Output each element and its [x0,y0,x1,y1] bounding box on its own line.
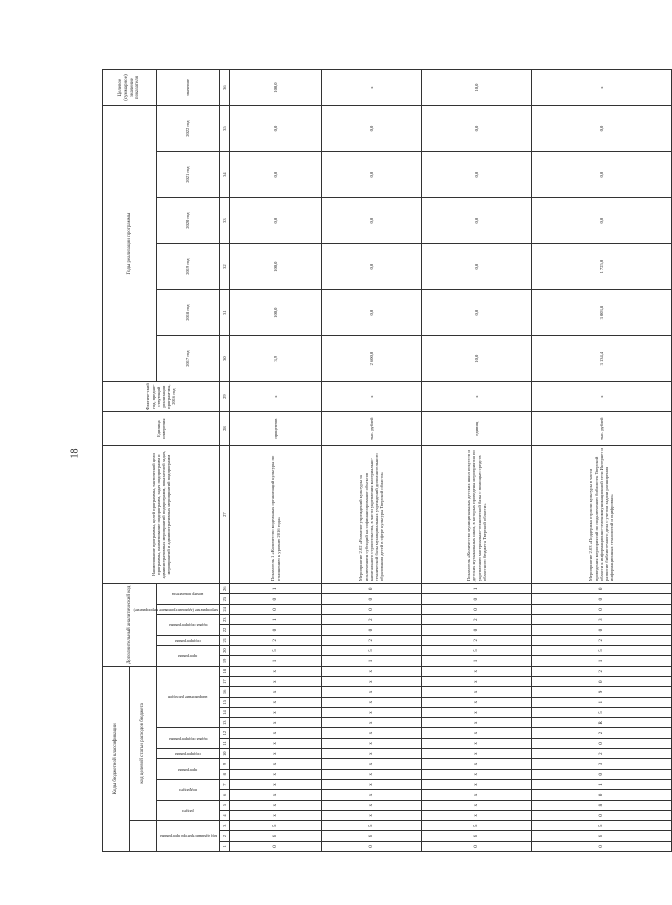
code-digit: x [230,738,322,748]
code-digit: x [422,749,532,759]
code-digit: 3 [532,615,672,625]
row-year-value: 0,0 [322,290,422,336]
code-digit: x [422,779,532,789]
row-year-value: 3 134,4 [532,336,672,382]
row-year-value: 0,0 [322,152,422,198]
year-2022-header: 2022 год [157,106,220,152]
code-digit: 0 [230,625,322,635]
row-unit: единиц [422,412,532,446]
column-number: 13 [220,718,230,728]
code-digit: 0 [422,594,532,604]
year-2017-header: 2017 год [157,336,220,382]
column-number: 15 [220,697,230,707]
name-column-header: Наименование программы, целей программы, тактической цели программы, наименование подпрограмм, задач подпрограмм и административных мероприятий подпрограмм, показателей задач, мероприятий и административных мероприятий подпрограмм [103,446,220,584]
table-row [322,70,422,852]
admin-code-label: код администратора программы [159,834,217,840]
column-number: 12 [220,728,230,738]
a-zadacha-label: задача подпрограммы [168,623,208,629]
row-year-value: 0,0 [322,198,422,244]
code-digit: x [322,810,422,820]
target-column-header: Целевое (суммарное) значение показателя [103,70,157,106]
column-number: 10 [220,749,230,759]
code-digit: x [422,769,532,779]
code-digit: x [230,707,322,717]
code-digit: 0 [422,604,532,614]
code-digit: x [322,687,422,697]
column-number: 20 [220,645,230,655]
code-digit: x [230,810,322,820]
row-year-value: 10,0 [422,336,532,382]
code-digit: x [422,728,532,738]
row-year-value: 0,0 [322,106,422,152]
code-digit: x [322,676,422,686]
code-digit: x [422,687,532,697]
column-number: 11 [220,738,230,748]
column-number: 28 [220,412,230,446]
a-meropr-label: мероприятие (административное мероприятие) [133,607,218,613]
code-digit: x [230,779,322,789]
row-year-value: 1 725,0 [532,244,672,290]
code-digit: x [230,790,322,800]
code-digit: x [422,707,532,717]
column-number: 9 [220,759,230,769]
target-value-header: значение [157,70,220,106]
row-year-value: 0,0 [532,152,672,198]
column-number: 30 [220,336,230,382]
code-digit: 3 [532,759,672,769]
code-digit: x [322,800,422,810]
code-digit: x [230,718,322,728]
code-digit: x [422,666,532,676]
code-digit: x [422,676,532,686]
years-group-header: Годы реализации программы [103,106,157,382]
row-actual: x [532,382,672,412]
column-number: 31 [220,290,230,336]
column-number: 19 [220,656,230,666]
code-digit: 0 [532,594,672,604]
target-code-header: код целевой статьи расходов бюджета [130,666,157,821]
row-year-value: 2 600,0 [322,336,422,382]
code-digit: 1 [322,656,422,666]
code-digit: x [230,800,322,810]
program-table-sheet [102,72,615,852]
code-digit: 0 [322,604,422,614]
code-digit: x [230,749,322,759]
row-target: x [322,70,422,106]
code-digit: x [422,738,532,748]
year-2021-header: 2021 год [157,152,220,198]
column-number: 34 [220,152,230,198]
code-digit: 1 [230,656,322,666]
code-digit: x [322,728,422,738]
code-digit: 0 [532,790,672,800]
column-number: 16 [220,687,230,697]
row-target: x [532,70,672,106]
code-digit: 0 [532,676,672,686]
code-digit: x [322,738,422,748]
code-digit: 2 [532,635,672,645]
row-year-value: 0,0 [532,106,672,152]
code-digit: 2 [230,635,322,645]
code-digit: x [230,687,322,697]
code-digit: x [422,810,532,820]
row-target: 10,0 [422,70,532,106]
column-number: 2 [220,831,230,841]
program-table [102,69,672,852]
code-digit: x [422,697,532,707]
column-number: 36 [220,70,230,106]
code-digit: x [230,697,322,707]
a-programma-label: программа [178,654,198,660]
code-digit: x [322,749,422,759]
code-digit: x [230,676,322,686]
row-year-value: 100,0 [230,290,322,336]
code-digit: x [230,769,322,779]
code-digit: x [422,790,532,800]
column-number: 22 [220,625,230,635]
code-digit: 5 [532,707,672,717]
row-name: Показатель «Количество муниципальных детских школ искусств и детских музыкальных школ, в которых проведены мероприятия по укреплению материально-технической базы с помощью средств областного бюджета Тверской области» [422,446,532,584]
row-name: Мероприятие 2.03 «Поддержка отрасли культуры в части проведения мероприятий по подключению библиотек Тверской области к информационно-телекоммуникационной сети Интернет и развитие библиотечного дела с учетом задачи расширения информационных технологий и оцифровки» [532,446,672,584]
napravlenie-label: направление расходов [168,695,208,701]
code-digit: 1 [532,697,672,707]
row-actual: x [422,382,532,412]
table-row [532,70,672,852]
row-year-value: 0,0 [230,198,322,244]
code-digit: 0 [422,841,532,851]
a-podprogramma-label: подпрограмма [175,638,201,644]
column-number: 29 [220,382,230,412]
row-unit: тыс. рублей [532,412,672,446]
programma-label: программа [178,767,198,773]
codes-group-header: Коды бюджетной классификации [103,666,130,851]
code-digit: 0 [322,625,422,635]
column-number: 24 [220,604,230,614]
code-digit: 5 [532,821,672,831]
code-digit: 0 [230,594,322,604]
code-digit: 5 [230,645,322,655]
table-row [230,70,322,852]
code-digit: 1 [532,656,672,666]
column-number: 33 [220,198,230,244]
column-number: 25 [220,594,230,604]
code-digit: x [322,707,422,717]
code-digit: 0 [422,625,532,635]
row-target: 100,0 [230,70,322,106]
code-digit: x [322,666,422,676]
code-digit: 1 [230,584,322,594]
row-year-value: 100,0 [230,244,322,290]
code-digit: 6 [230,831,322,841]
code-digit: 0 [322,841,422,851]
code-digit: 5 [422,645,532,655]
code-digit: x [422,800,532,810]
row-year-value: 0,0 [422,198,532,244]
unit-column-header: Единица измерения [103,412,220,446]
row-actual: x [230,382,322,412]
code-digit: 5 [322,645,422,655]
a-pokaz-label: номер показателя [172,592,204,598]
code-digit: 1 [230,615,322,625]
column-number: 26 [220,584,230,594]
code-digit: x [422,718,532,728]
code-digit: 0 [322,594,422,604]
column-number-row [220,70,230,852]
code-digit: x [322,790,422,800]
code-digit: x [322,697,422,707]
razdel-label: раздел [182,808,194,814]
code-digit: 0 [532,810,672,820]
page-number: 18 [69,448,81,459]
code-digit: 0 [532,738,672,748]
code-digit: 0 [532,604,672,614]
code-digit: 0 [532,841,672,851]
code-digit: x [322,779,422,789]
zadacha-label: задача подпрограммы [168,736,208,742]
row-year-value: 0,0 [322,244,422,290]
code-digit: 6 [532,831,672,841]
column-number: 18 [220,666,230,676]
row-unit: тыс. рублей [322,412,422,446]
year-2020-header: 2020 год [157,198,220,244]
column-number: 23 [220,615,230,625]
code-digit: x [322,769,422,779]
code-digit: 2 [322,635,422,645]
column-number: 35 [220,106,230,152]
column-number: 32 [220,244,230,290]
code-digit: x [230,759,322,769]
code-digit: 2 [532,666,672,676]
table-row [422,70,532,852]
code-digit: R [532,718,672,728]
code-digit: 2 [422,635,532,645]
code-digit: 0 [230,604,322,614]
code-digit: 0 [532,625,672,635]
row-year-value: 0,0 [230,152,322,198]
code-digit: x [230,728,322,738]
row-name: Показатель 1 «Количество модельных организаций культуры по отношению к уровню 2016 года» [230,446,322,584]
row-actual: x [322,382,422,412]
code-digit: 9 [532,687,672,697]
code-digit: 1 [422,584,532,594]
year-2019-header: 2019 год [157,244,220,290]
row-year-value: 3 003,8 [532,290,672,336]
row-year-value: 0,0 [422,152,532,198]
column-number: 3 [220,821,230,831]
row-year-value: 3,9 [230,336,322,382]
code-digit: 1 [532,779,672,789]
column-number: 8 [220,769,230,779]
podprogramma-label: подпрограмма [175,752,201,758]
code-digit: 5 [532,645,672,655]
code-digit: 0 [230,841,322,851]
code-digit: 6 [322,831,422,841]
column-number: 5 [220,800,230,810]
row-year-value: 0,0 [422,106,532,152]
row-year-value: 0,0 [422,244,532,290]
code-digit: 0 [532,769,672,779]
code-digit: 2 [532,728,672,738]
code-digit: 5 [230,821,322,831]
column-number: 17 [220,676,230,686]
column-number: 27 [220,446,230,584]
code-digit: 0 [322,584,422,594]
year-2018-header: 2018 год [157,290,220,336]
code-digit: 1 [422,656,532,666]
column-number: 14 [220,707,230,717]
row-year-value: 0,0 [230,106,322,152]
code-digit: 2 [422,615,532,625]
code-digit: 2 [532,749,672,759]
code-digit: x [422,759,532,769]
code-digit: 6 [422,831,532,841]
code-digit: 0 [532,584,672,594]
code-digit: 8 [532,800,672,810]
row-unit: процентов [230,412,322,446]
extra-code-header: Дополнительный аналитический код [103,584,157,666]
code-digit: x [230,666,322,676]
code-digit: 5 [322,821,422,831]
row-name: Мероприятие 2.02 «Развитие учреждений культуры за исключением субсидий на софинансирование объектов капитального строительства, в части укрепления материально-технической базы муниципальных учреждений дополнительного образования детей в сфере культуры Тверской области» [322,446,422,584]
code-digit: x [322,718,422,728]
code-digit: x [322,759,422,769]
code-digit: 2 [322,615,422,625]
column-number: 7 [220,779,230,789]
column-number: 4 [220,810,230,820]
code-digit: 5 [422,821,532,831]
actual-year-header: Фактиче-ский год, предше-ствующий реализации програм-мы, 2016 год [103,382,220,412]
row-year-value: 0,0 [422,290,532,336]
column-number: 21 [220,635,230,645]
column-number: 6 [220,790,230,800]
column-number: 1 [220,841,230,851]
podrazdel-label: подраздел [179,788,197,794]
row-year-value: 0,0 [532,198,672,244]
